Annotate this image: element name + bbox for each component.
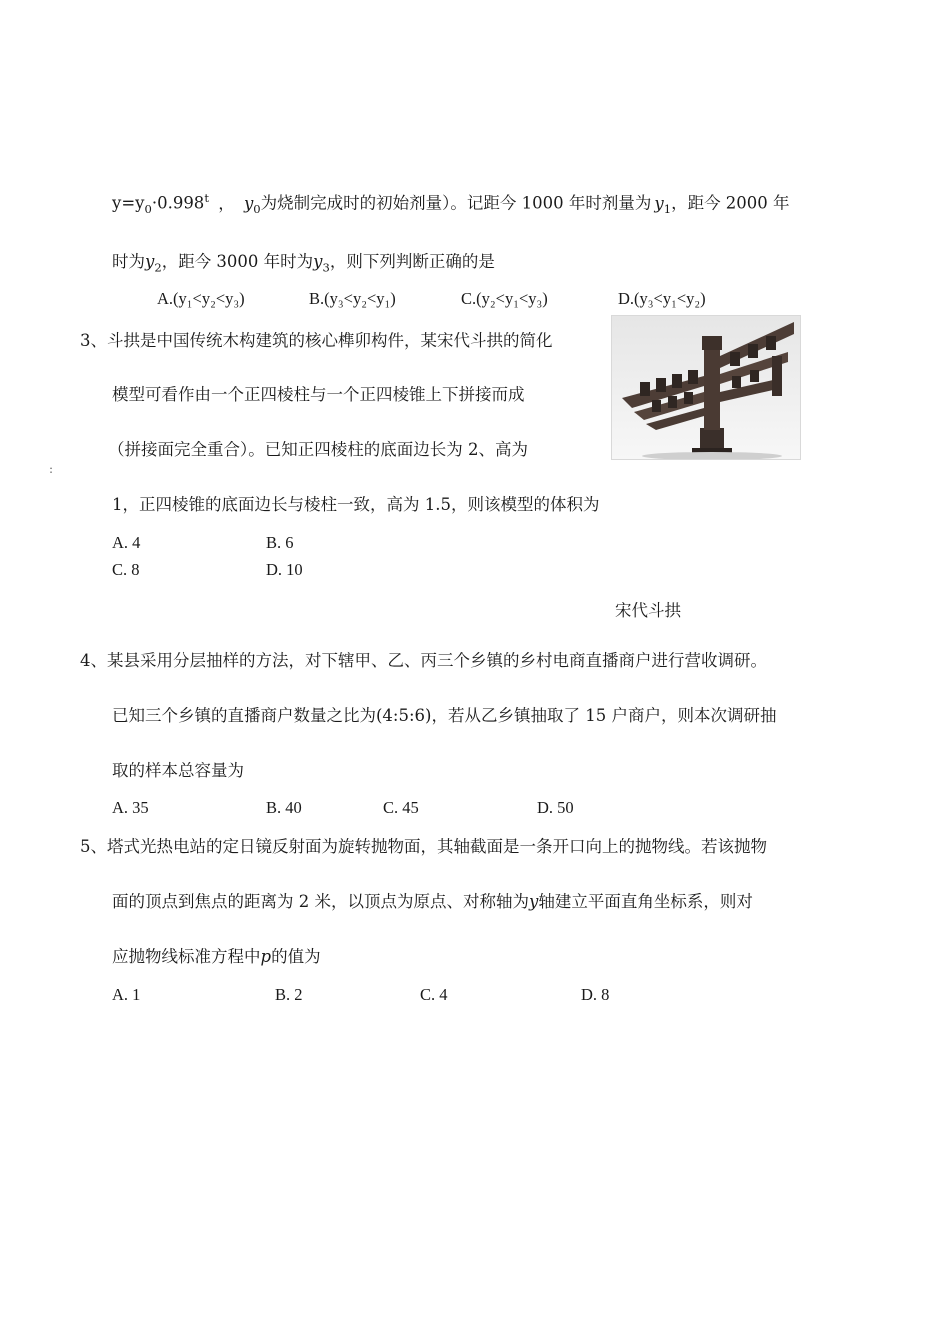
top-option-b bbox=[309, 288, 396, 310]
y0-symbol: y bbox=[243, 193, 254, 213]
q3-option-d: D. 10 bbox=[266, 560, 303, 579]
option-expr: (y₂<y₁<y₃) bbox=[476, 289, 548, 308]
q5-option-c: C. 4 bbox=[420, 985, 448, 1004]
q3-line2: 模型可看作由一个正四棱柱与一个正四棱锥上下拼接而成 bbox=[112, 385, 525, 404]
q4-line1: 4、某县采用分层抽样的方法，对下辖甲、乙、丙三个乡镇的乡村电商直播商户进行营收调研。 bbox=[80, 651, 767, 670]
y1-symbol: y bbox=[654, 193, 664, 213]
q3-option-c: C. 8 bbox=[112, 560, 140, 579]
q4-option-d: D. 50 bbox=[537, 798, 574, 817]
line2-a: 时为 bbox=[112, 252, 145, 271]
dougong-illustration bbox=[612, 316, 800, 459]
y0-sub: 0 bbox=[253, 201, 261, 216]
line1-rest-a: 为烧制完成时的初始剂量）。记距今 1000 年时剂量为 bbox=[260, 193, 652, 213]
q3-option-b: B. 6 bbox=[266, 533, 294, 552]
top-line2 bbox=[112, 251, 495, 278]
formula-mid: ·0.998 bbox=[151, 193, 205, 213]
q5-line3 bbox=[112, 946, 321, 968]
formula-prefix: y=y bbox=[112, 193, 145, 213]
q4-line2: 已知三个乡镇的直播商户数量之比为(4:5:6)，若从乙乡镇抽取了 15 户商户，则本次调研抽 bbox=[112, 706, 777, 725]
y2-sub: 2 bbox=[154, 260, 162, 275]
q3-line1: 3、斗拱是中国传统木构建筑的核心榫卯构件，某宋代斗拱的简化 bbox=[80, 331, 553, 350]
q5-line3-b: 的值为 bbox=[271, 947, 321, 966]
formula-sep: ， bbox=[218, 193, 235, 213]
q3-line3: （拼接面完全重合）。已知正四棱柱的底面边长为 2、高为 bbox=[108, 440, 528, 459]
q4-option-a: A. 35 bbox=[112, 798, 149, 817]
dougong-photo bbox=[611, 315, 801, 460]
line1-rest-b: ，距今 2000 年 bbox=[671, 193, 790, 213]
formula-sub0: 0 bbox=[144, 201, 152, 216]
option-letter: A. bbox=[157, 289, 174, 308]
q5-p-symbol: p bbox=[260, 947, 272, 966]
line2-c: ，则下列判断正确的是 bbox=[329, 252, 495, 271]
q3-line4: 1，正四棱锥的底面边长与棱柱一致，高为 1.5，则该模型的体积为 bbox=[112, 495, 600, 514]
y3-sub: 3 bbox=[322, 260, 330, 275]
y1-sub: 1 bbox=[663, 201, 672, 216]
y3-symbol: y bbox=[313, 252, 323, 271]
stray-mark: : bbox=[49, 462, 54, 476]
option-letter: D. bbox=[618, 289, 635, 308]
q5-line2-b: 轴建立平面直角坐标系，则对 bbox=[538, 892, 753, 911]
q5-line2 bbox=[112, 891, 753, 913]
top-option-d bbox=[618, 288, 706, 310]
q5-option-d: D. 8 bbox=[581, 985, 610, 1004]
q5-line1: 5、塔式光热电站的定日镜反射面为旋转抛物面，其轴截面是一条开口向上的抛物线。若该抛物 bbox=[80, 837, 767, 856]
q5-option-b: B. 2 bbox=[275, 985, 303, 1004]
top-option-a bbox=[157, 288, 245, 310]
q5-line2-a: 面的顶点到焦点的距离为 2 米，以顶点为原点、对称轴为 bbox=[112, 892, 529, 911]
formula-sup: t bbox=[204, 191, 209, 205]
q4-option-c: C. 45 bbox=[383, 798, 419, 817]
q5-option-a: A. 1 bbox=[112, 985, 141, 1004]
option-letter: C. bbox=[461, 289, 477, 308]
y2-symbol: y bbox=[145, 252, 155, 271]
line2-b: ，距今 3000 年时为 bbox=[161, 252, 314, 271]
option-expr: (y₃<y₁<y₂) bbox=[634, 289, 706, 308]
option-expr: (y₁<y₂<y₃) bbox=[173, 289, 245, 308]
q4-line3: 取的样本总容量为 bbox=[112, 761, 244, 780]
q4-option-b: B. 40 bbox=[266, 798, 302, 817]
option-letter: B. bbox=[309, 289, 325, 308]
q3-option-a: A. 4 bbox=[112, 533, 141, 552]
top-option-c bbox=[461, 288, 548, 310]
photo-caption: 宋代斗拱 bbox=[615, 601, 681, 620]
q5-line3-a: 应抛物线标准方程中 bbox=[112, 947, 261, 966]
option-expr: (y₃<y₂<y₁) bbox=[324, 289, 396, 308]
formula-line bbox=[112, 187, 790, 220]
q5-y-symbol: y bbox=[529, 892, 539, 911]
